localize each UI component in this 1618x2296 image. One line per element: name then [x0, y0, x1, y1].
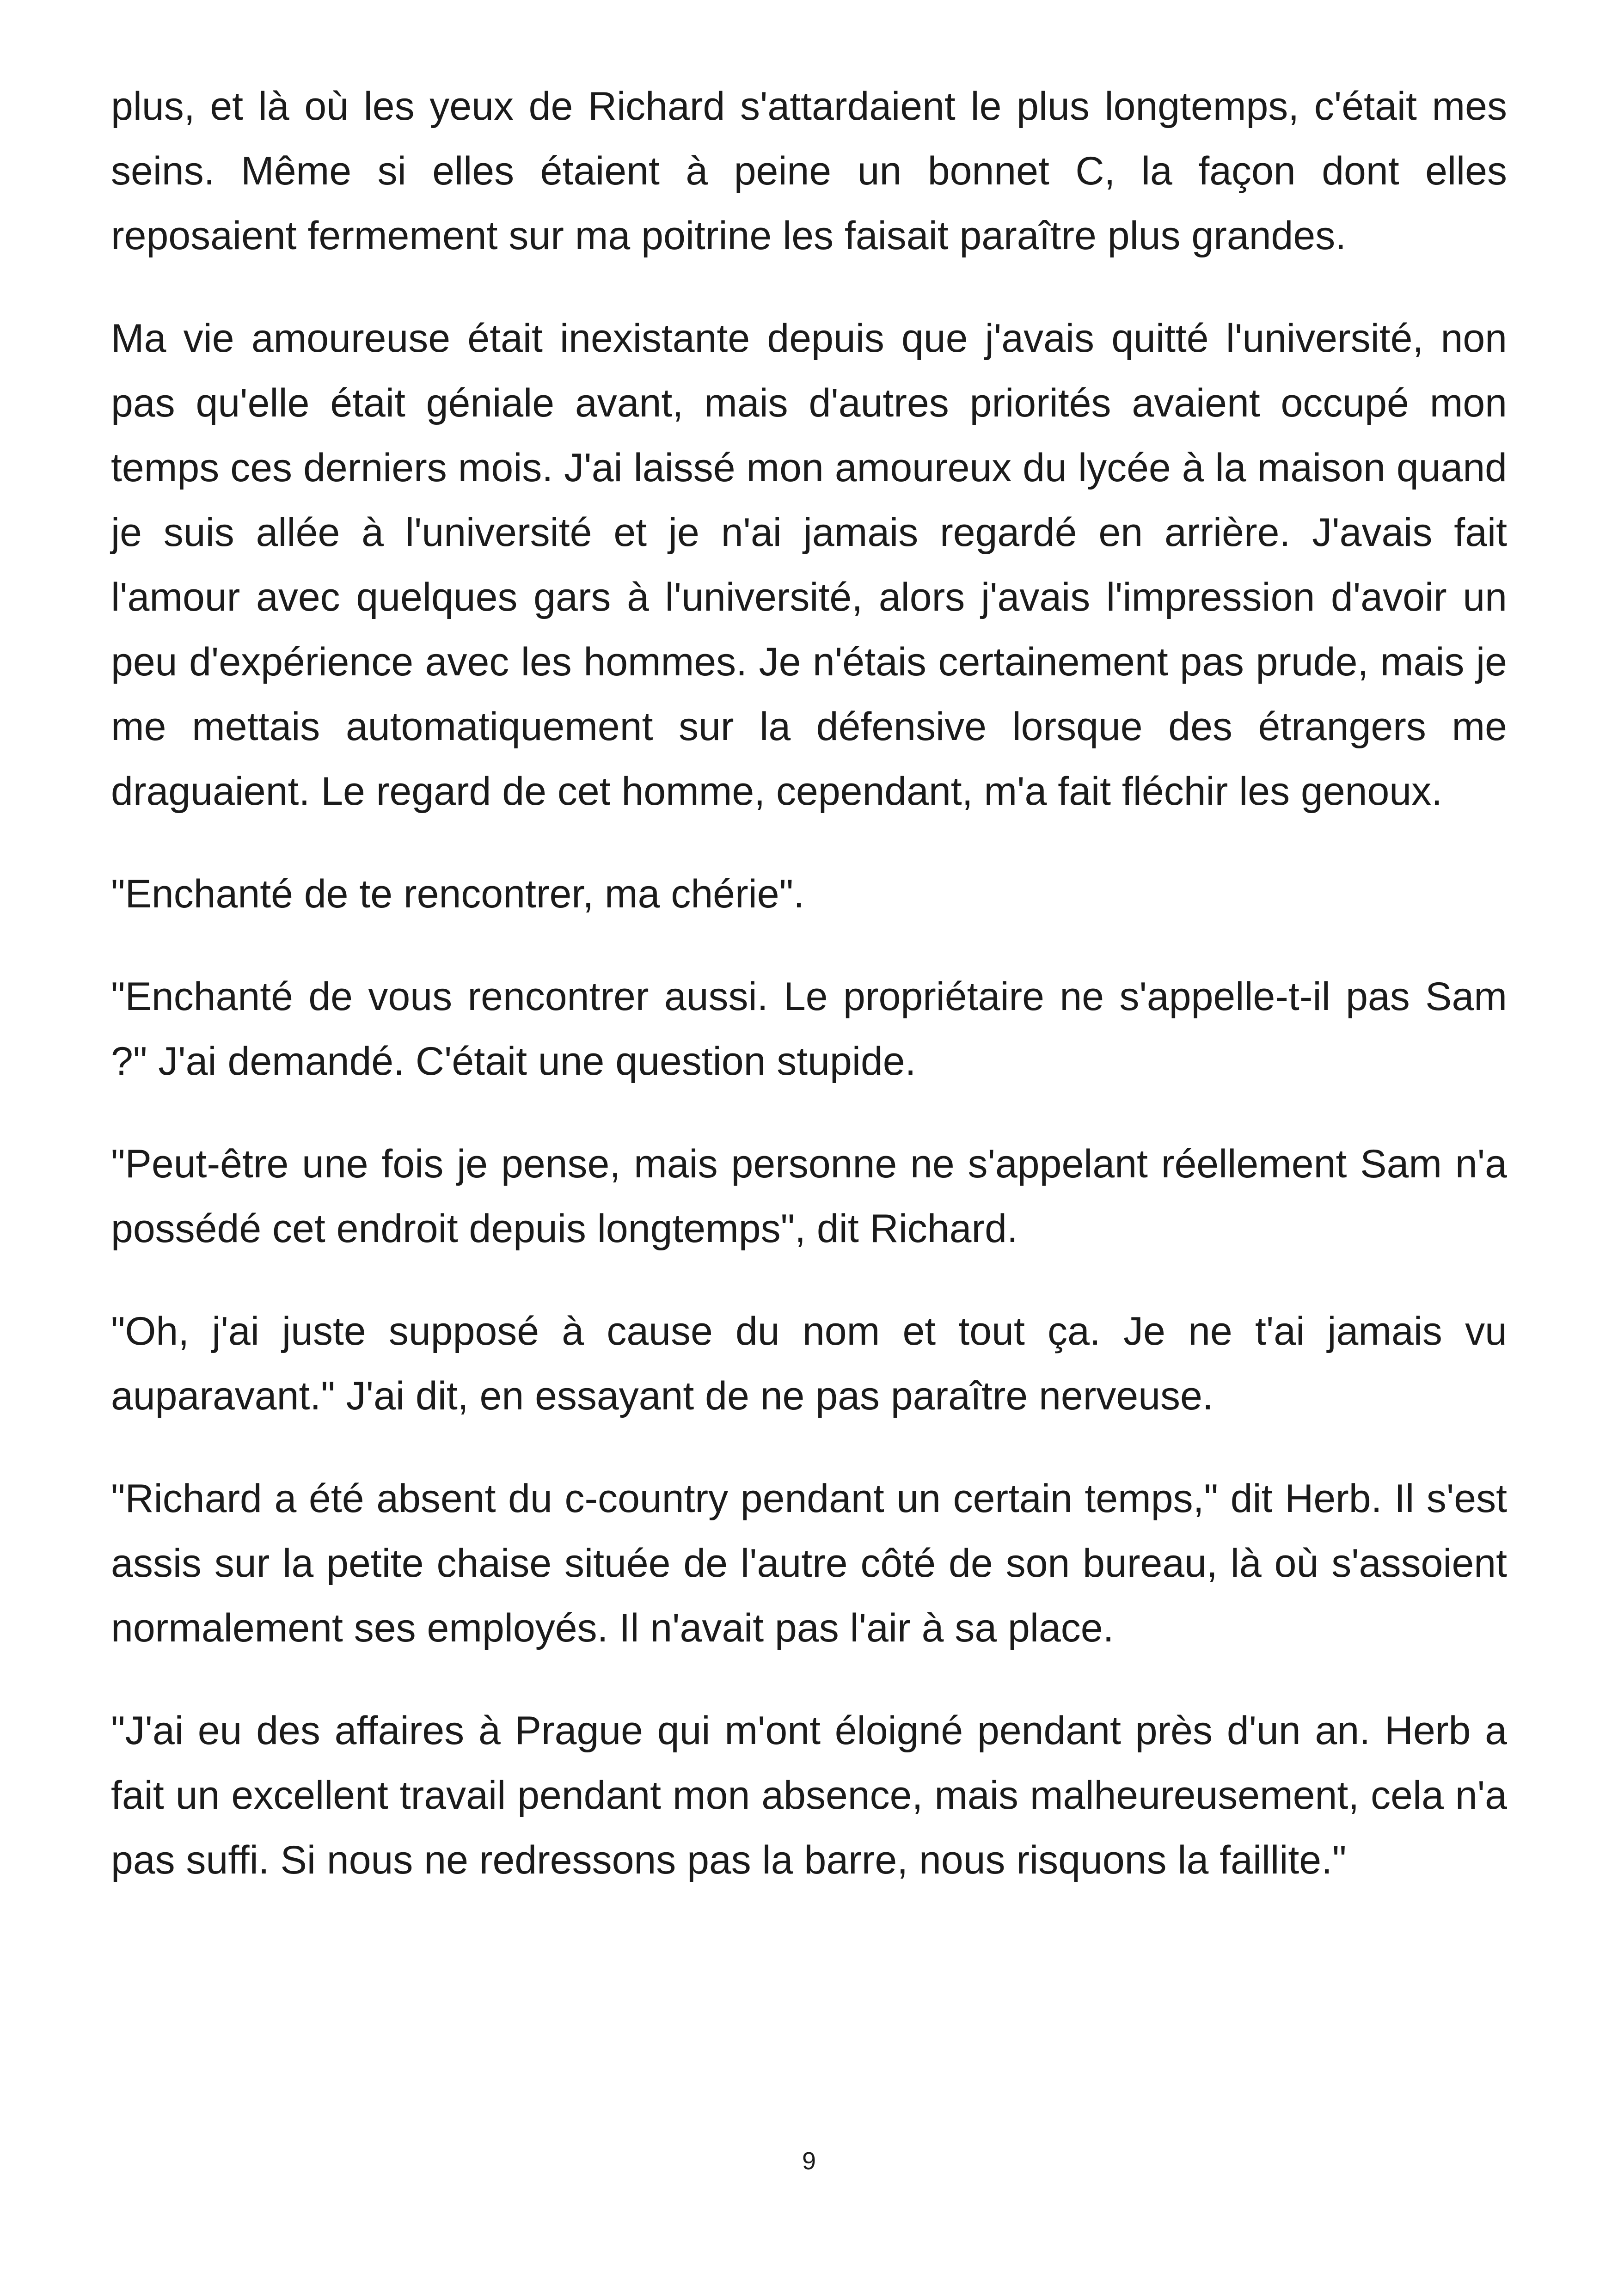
paragraph-7: "Richard a été absent du c-country pendant un certain temps," dit Herb. Il s'est assis sur la petite chaise située de l'autre côté de son bureau, là où s'assoient normalement ses employés. Il n'avait pas l'air à sa place.	[111, 1476, 1507, 1650]
paragraph-3: "Enchanté de te rencontrer, ma chérie".	[111, 872, 805, 916]
paragraph-2: Ma vie amoureuse était inexistante depuis que j'avais quitté l'université, non pas qu'elle était géniale avant, mais d'autres priorités avaient occupé mon temps ces derniers mois. J'ai laissé mon amoureux du lycée à la maison quand je suis allée à l'université et je n'ai jamais regardé en arrière. J'avais fait l'amour avec quelques gars à l'université, alors j'avais l'impression d'avoir un peu d'expérience avec les hommes. Je n'étais certainement pas prude, mais je me mettais automatiquement sur la défensive lorsque des étrangers me draguaient. Le regard de cet homme, cependant, m'a fait fléchir les genoux.	[111, 316, 1507, 814]
paragraph-4: "Enchanté de vous rencontrer aussi. Le propriétaire ne s'appelle-t-il pas Sam ?" J'ai demandé. C'était une question stupide.	[111, 974, 1507, 1084]
page-number: 9	[802, 2147, 816, 2175]
paragraph-5: "Peut-être une fois je pense, mais personne ne s'appelant réellement Sam n'a possédé cet endroit depuis longtemps", dit Richard.	[111, 1142, 1507, 1251]
paragraph-6: "Oh, j'ai juste supposé à cause du nom et tout ça. Je ne t'ai jamais vu auparavant." J'ai dit, en essayant de ne pas paraître nerveuse.	[111, 1309, 1507, 1418]
paragraph-8: "J'ai eu des affaires à Prague qui m'ont éloigné pendant près d'un an. Herb a fait un excellent travail pendant mon absence, mais malheureusement, cela n'a pas suffi. Si nous ne redressons pas la barre, nous risquons la faillite."	[111, 1708, 1507, 1882]
body-text	[111, 74, 1507, 1930]
paragraph-1: plus, et là où les yeux de Richard s'attardaient le plus longtemps, c'était mes seins. Même si elles étaient à peine un bonnet C, la façon dont elles reposaient fermement sur ma poitrine les faisait paraître plus grandes.	[111, 84, 1507, 258]
